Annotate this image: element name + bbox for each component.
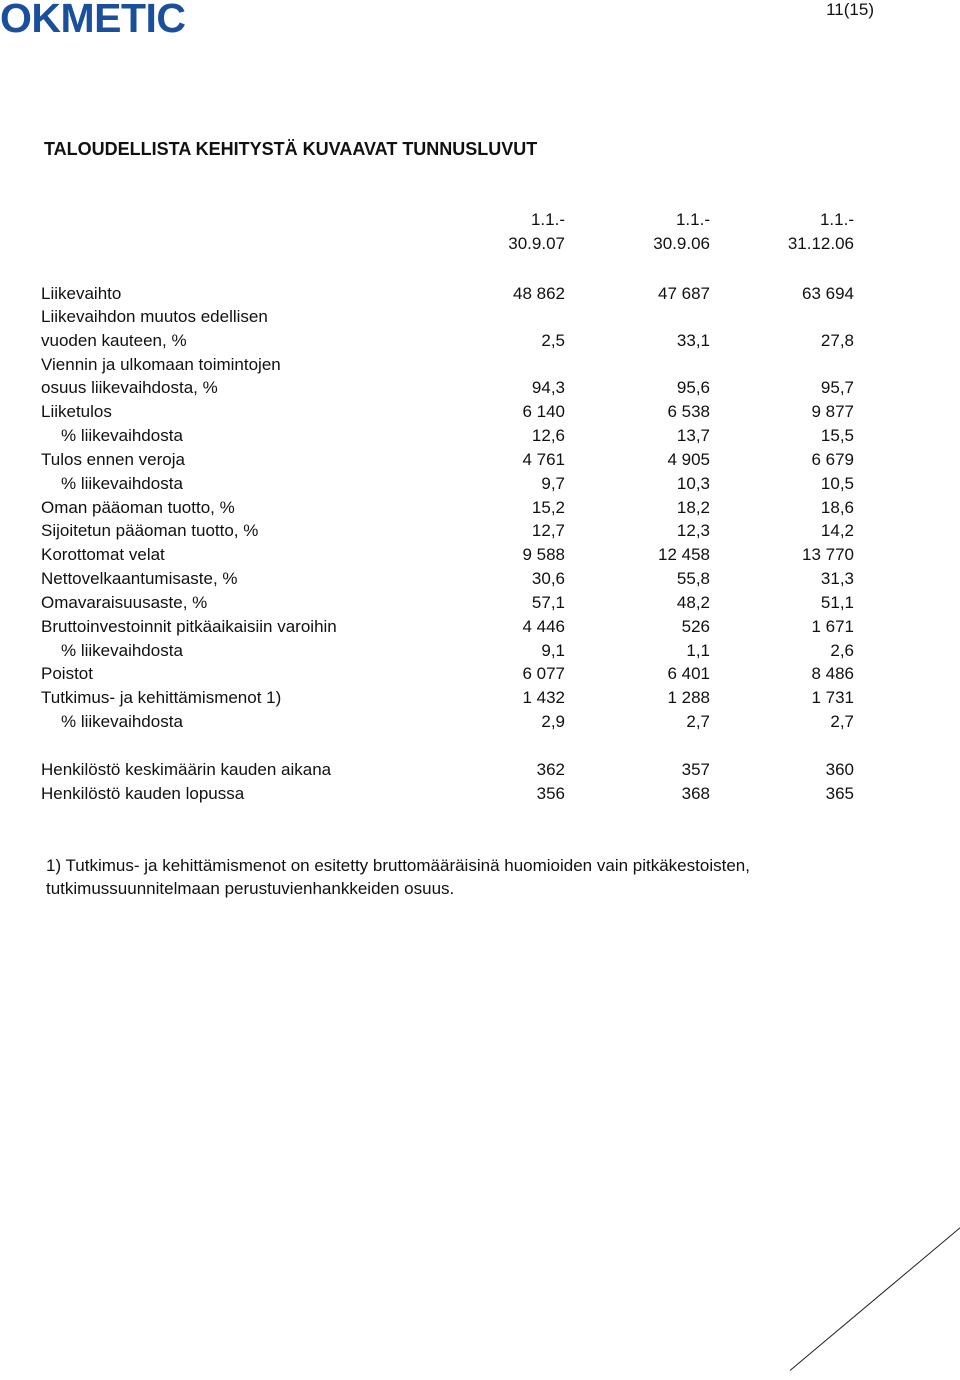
table-row [41,472,921,495]
cell-value: 2,7 [686,712,710,731]
column-header: 1.1.- [819,210,854,229]
cell-value: 1 432 [522,688,565,707]
table-row [41,591,921,614]
cell-value: 31,3 [820,569,854,588]
table-row [41,567,921,590]
cell-value: 48 862 [513,284,565,303]
row-label: Omavaraisuusaste, % [41,593,208,612]
row-label: Henkilöstö keskimäärin kauden aikana [41,760,332,779]
cell-value: 13 770 [802,545,854,564]
table-row [41,639,921,662]
row-label: Viennin ja ulkomaan toimintojen [41,355,281,374]
cell-value: 9,1 [541,641,565,660]
table-header-row-1 [41,208,921,231]
cell-value: 6 538 [667,402,710,421]
row-label: % liikevaihdosta [61,474,183,493]
cell-value: 2,7 [830,712,854,731]
row-label: Sijoitetun pääoman tuotto, % [41,521,259,540]
row-label: Korottomat velat [41,545,165,564]
cell-value: 1,1 [686,641,710,660]
row-label: % liikevaihdosta [61,426,183,445]
column-header: 1.1.- [530,210,565,229]
cell-value: 365 [825,784,854,803]
cell-value: 47 687 [658,284,710,303]
column-header: 1.1.- [675,210,710,229]
cell-value: 95,7 [820,378,854,397]
row-label: % liikevaihdosta [61,712,183,731]
page-number: 11(15) [826,0,874,19]
cell-value: 12 458 [658,545,710,564]
cell-value: 368 [681,784,710,803]
cell-value: 357 [681,760,710,779]
cell-value: 1 288 [667,688,710,707]
cell-value: 12,3 [676,521,710,540]
cell-value: 12,6 [531,426,565,445]
table-row [41,282,921,305]
cell-value: 10,3 [676,474,710,493]
table-row [41,329,921,352]
cell-value: 13,7 [676,426,710,445]
cell-value: 4 446 [522,617,565,636]
row-label: osuus liikevaihdosta, % [41,378,218,397]
row-label: Tulos ennen veroja [41,450,185,469]
table-row [41,424,921,447]
cell-value: 356 [536,784,565,803]
row-label: vuoden kauteen, % [41,331,187,350]
cell-value: 57,1 [531,593,565,612]
table-row [41,710,921,733]
cell-value: 94,3 [531,378,565,397]
cell-value: 30,6 [531,569,565,588]
decorative-corner-line [790,1222,960,1371]
footnote [46,854,906,900]
row-label: Tutkimus- ja kehittämismenot 1) [41,688,282,707]
cell-value: 6 077 [522,664,565,683]
cell-value: 33,1 [676,331,710,350]
document-title: TALOUDELLISTA KEHITYSTÄ KUVAAVAT TUNNUSLUVUT [44,139,538,159]
cell-value: 2,6 [830,641,854,660]
cell-value: 18,6 [820,498,854,517]
row-label: Liikevaihdon muutos edellisen [41,307,268,326]
cell-value: 95,6 [676,378,710,397]
row-label: Henkilöstö kauden lopussa [41,784,245,803]
cell-value: 51,1 [820,593,854,612]
cell-value: 12,7 [531,521,565,540]
table-row [41,662,921,685]
cell-value: 6 679 [811,450,854,469]
cell-value: 360 [825,760,854,779]
cell-value: 2,5 [541,331,565,350]
column-header: 30.9.07 [508,234,565,253]
cell-value: 9 877 [811,402,854,421]
cell-value: 15,2 [531,498,565,517]
cell-value: 526 [681,617,710,636]
cell-value: 18,2 [676,498,710,517]
table-row [41,305,921,328]
cell-value: 6 401 [667,664,710,683]
table-row [41,376,921,399]
table-row [41,496,921,519]
cell-value: 48,2 [676,593,710,612]
cell-value: 14,2 [820,521,854,540]
cell-value: 2,9 [541,712,565,731]
table-header-row-2 [41,232,921,255]
table-row [41,448,921,471]
footnote-line: tutkimussuunnitelmaan perustuvienhankkeiden osuus. [46,879,455,898]
cell-value: 55,8 [676,569,710,588]
table-row [41,758,921,781]
footnote-line: 1) Tutkimus- ja kehittämismenot on esitetty bruttomääräisinä huomioiden vain pitkäkestoisten, [46,856,750,875]
column-header: 30.9.06 [653,234,710,253]
table-row [41,353,921,376]
cell-value: 4 761 [522,450,565,469]
row-label: Poistot [41,664,93,683]
column-header: 31.12.06 [787,234,854,253]
table-row [41,782,921,805]
row-label: Liiketulos [41,402,112,421]
cell-value: 1 671 [811,617,854,636]
row-label: Liikevaihto [41,284,122,303]
table-row [41,686,921,709]
row-label: Oman pääoman tuotto, % [41,498,235,517]
cell-value: 10,5 [820,474,854,493]
row-label: Bruttoinvestoinnit pitkäaikaisiin varoihin [41,617,337,636]
cell-value: 8 486 [811,664,854,683]
company-logo [0,0,186,40]
table-row [41,400,921,423]
table-row [41,615,921,638]
cell-value: 362 [536,760,565,779]
cell-value: 1 731 [811,688,854,707]
row-label: % liikevaihdosta [61,641,183,660]
cell-value: 9,7 [541,474,565,493]
table-row [41,519,921,542]
cell-value: 4 905 [667,450,710,469]
table-row [41,543,921,566]
cell-value: 15,5 [820,426,854,445]
logo-text: OKMETIC [0,0,186,41]
cell-value: 6 140 [522,402,565,421]
cell-value: 27,8 [820,331,854,350]
cell-value: 9 588 [522,545,565,564]
cell-value: 63 694 [802,284,854,303]
row-label: Nettovelkaantumisaste, % [41,569,238,588]
